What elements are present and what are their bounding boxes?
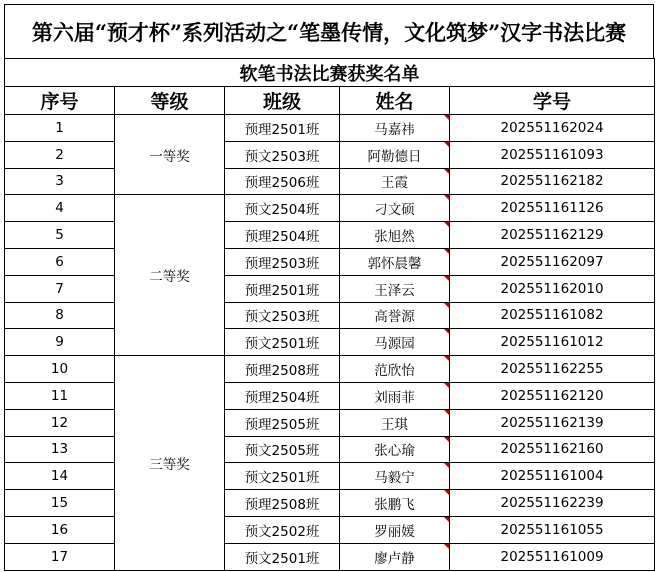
row-number-cell[interactable]: 14 <box>5 463 115 490</box>
class-cell[interactable]: 预文2503班 <box>225 141 340 168</box>
student-id-cell[interactable]: 202551162239 <box>450 490 655 517</box>
table-row <box>5 356 655 383</box>
table-row <box>5 329 655 356</box>
header-class[interactable]: 班级 <box>225 87 340 115</box>
title-cell[interactable] <box>4 4 654 58</box>
student-name-cell[interactable]: 范欣怡 <box>340 356 450 383</box>
student-id-cell[interactable]: 202551161082 <box>450 302 655 329</box>
award-table <box>4 58 655 571</box>
class-cell[interactable]: 预理2506班 <box>225 168 340 195</box>
student-id-cell[interactable]: 202551162010 <box>450 275 655 302</box>
award-level-cell[interactable]: 二等奖 <box>115 195 225 356</box>
class-cell[interactable]: 预文2501班 <box>225 329 340 356</box>
student-id-cell[interactable]: 202551161004 <box>450 463 655 490</box>
row-number-cell[interactable]: 2 <box>5 141 115 168</box>
class-cell[interactable]: 预文2501班 <box>225 463 340 490</box>
student-name-cell[interactable]: 阿勒德日 <box>340 141 450 168</box>
student-name-cell[interactable]: 刘雨菲 <box>340 382 450 409</box>
row-number-cell[interactable]: 11 <box>5 382 115 409</box>
student-id-cell[interactable]: 202551162024 <box>450 115 655 142</box>
student-name-cell[interactable]: 马嘉祎 <box>340 115 450 142</box>
student-name-cell[interactable]: 王琪 <box>340 409 450 436</box>
row-number-cell[interactable]: 12 <box>5 409 115 436</box>
student-name-cell[interactable]: 王泽云 <box>340 275 450 302</box>
table-row <box>5 463 655 490</box>
award-sheet <box>4 4 654 568</box>
row-number-cell[interactable]: 9 <box>5 329 115 356</box>
header-id[interactable]: 学号 <box>450 87 655 115</box>
row-number-cell[interactable]: 17 <box>5 543 115 570</box>
table-row <box>5 222 655 249</box>
table-row <box>5 168 655 195</box>
student-name-cell[interactable]: 马源园 <box>340 329 450 356</box>
class-cell[interactable]: 预理2501班 <box>225 275 340 302</box>
award-level-cell[interactable]: 三等奖 <box>115 356 225 570</box>
student-name-cell[interactable]: 高誉源 <box>340 302 450 329</box>
class-cell[interactable]: 预理2504班 <box>225 382 340 409</box>
subtitle-row <box>5 59 655 87</box>
table-row <box>5 195 655 222</box>
page-title: 第六届“预才杯”系列活动之“笔墨传情，文化筑梦”汉字书法比赛 <box>31 19 627 45</box>
table-row <box>5 409 655 436</box>
student-id-cell[interactable]: 202551162129 <box>450 222 655 249</box>
table-row <box>5 382 655 409</box>
row-number-cell[interactable]: 15 <box>5 490 115 517</box>
header-name[interactable]: 姓名 <box>340 87 450 115</box>
student-id-cell[interactable]: 202551161093 <box>450 141 655 168</box>
class-cell[interactable]: 预文2503班 <box>225 302 340 329</box>
student-name-cell[interactable]: 张旭然 <box>340 222 450 249</box>
class-cell[interactable]: 预理2501班 <box>225 115 340 142</box>
student-id-cell[interactable]: 202551162120 <box>450 382 655 409</box>
table-row <box>5 436 655 463</box>
student-name-cell[interactable]: 张鹏飞 <box>340 490 450 517</box>
student-name-cell[interactable]: 廖卢静 <box>340 543 450 570</box>
row-number-cell[interactable]: 7 <box>5 275 115 302</box>
row-number-cell[interactable]: 1 <box>5 115 115 142</box>
row-number-cell[interactable]: 3 <box>5 168 115 195</box>
student-id-cell[interactable]: 202551161009 <box>450 543 655 570</box>
student-id-cell[interactable]: 202551161055 <box>450 516 655 543</box>
table-row <box>5 543 655 570</box>
table-row <box>5 302 655 329</box>
student-name-cell[interactable]: 郭怀晨馨 <box>340 248 450 275</box>
header-row <box>5 87 655 115</box>
student-name-cell[interactable]: 张心瑜 <box>340 436 450 463</box>
award-level-cell[interactable]: 一等奖 <box>115 115 225 195</box>
student-id-cell[interactable]: 202551162160 <box>450 436 655 463</box>
table-row <box>5 115 655 142</box>
student-id-cell[interactable]: 202551162182 <box>450 168 655 195</box>
row-number-cell[interactable]: 16 <box>5 516 115 543</box>
row-number-cell[interactable]: 5 <box>5 222 115 249</box>
student-id-cell[interactable]: 202551162255 <box>450 356 655 383</box>
student-id-cell[interactable]: 202551161126 <box>450 195 655 222</box>
student-id-cell[interactable]: 202551161012 <box>450 329 655 356</box>
header-no[interactable]: 序号 <box>5 87 115 115</box>
table-row <box>5 490 655 517</box>
award-table-body <box>5 59 655 571</box>
student-name-cell[interactable]: 罗丽媛 <box>340 516 450 543</box>
student-id-cell[interactable]: 202551162139 <box>450 409 655 436</box>
class-cell[interactable]: 预文2502班 <box>225 516 340 543</box>
class-cell[interactable]: 预理2503班 <box>225 248 340 275</box>
table-row <box>5 248 655 275</box>
subtitle-cell[interactable]: 软笔书法比赛获奖名单 <box>5 59 655 87</box>
class-cell[interactable]: 预文2501班 <box>225 543 340 570</box>
table-row <box>5 516 655 543</box>
student-name-cell[interactable]: 马毅宁 <box>340 463 450 490</box>
table-row <box>5 141 655 168</box>
class-cell[interactable]: 预文2505班 <box>225 436 340 463</box>
row-number-cell[interactable]: 6 <box>5 248 115 275</box>
student-name-cell[interactable]: 刁文硕 <box>340 195 450 222</box>
class-cell[interactable]: 预理2504班 <box>225 222 340 249</box>
class-cell[interactable]: 预理2505班 <box>225 409 340 436</box>
row-number-cell[interactable]: 4 <box>5 195 115 222</box>
class-cell[interactable]: 预理2508班 <box>225 356 340 383</box>
class-cell[interactable]: 预理2508班 <box>225 490 340 517</box>
row-number-cell[interactable]: 13 <box>5 436 115 463</box>
student-id-cell[interactable]: 202551162097 <box>450 248 655 275</box>
header-level[interactable]: 等级 <box>115 87 225 115</box>
row-number-cell[interactable]: 10 <box>5 356 115 383</box>
student-name-cell[interactable]: 王霞 <box>340 168 450 195</box>
class-cell[interactable]: 预文2504班 <box>225 195 340 222</box>
table-row <box>5 275 655 302</box>
row-number-cell[interactable]: 8 <box>5 302 115 329</box>
